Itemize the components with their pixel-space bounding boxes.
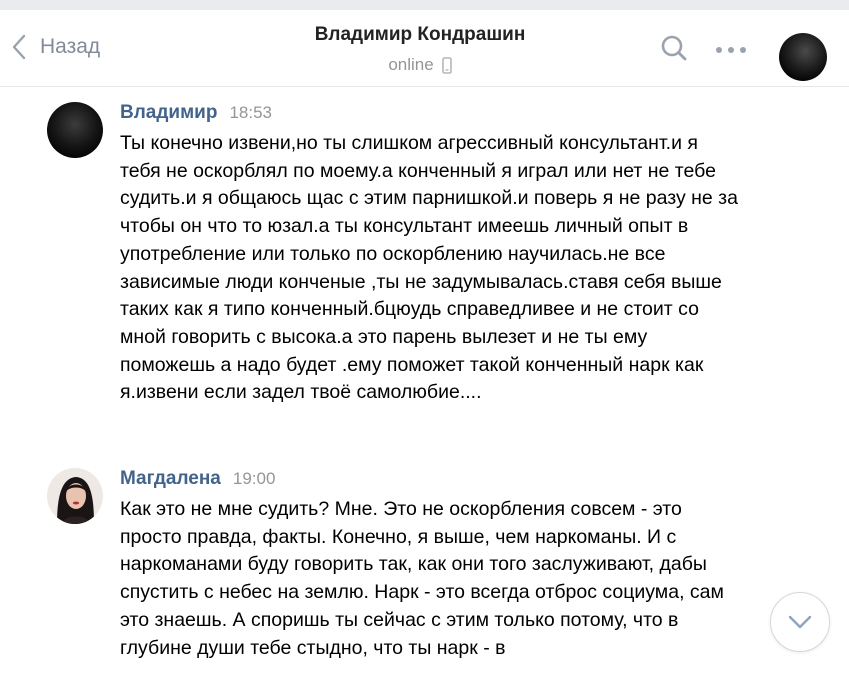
chevron-left-icon xyxy=(12,34,26,60)
scroll-down-button[interactable] xyxy=(770,592,830,652)
message-author[interactable]: Владимир xyxy=(120,102,218,123)
chevron-down-icon xyxy=(788,615,812,629)
avatar[interactable] xyxy=(47,468,103,524)
more-dots-icon xyxy=(715,45,747,55)
message-item xyxy=(47,102,767,442)
contact-avatar[interactable] xyxy=(779,33,827,81)
message-header xyxy=(120,468,275,490)
mobile-phone-icon xyxy=(442,57,452,74)
chat-title: Владимир Кондрашин xyxy=(314,24,526,45)
more-button[interactable] xyxy=(715,42,747,60)
avatar-photo xyxy=(47,468,103,524)
message-text: Ты конечно извени,но ты слишком агрессивный консультант.и я тебя не оскорблял по моему.а конченный я играл или нет не тебе судить.и я общаюсь щас с этим парнишкой.и поверь я не разу не за чтобы он что то юзал.а ты консультант имеешь личный опыт в употребление или только по оскорблению научилась.не все зависимые люди конченые ,ты не задумывалась.ставя себя выше таких как я типо конченный.бцюудь справедливее и не стоит со мной говорить с высока.а это парень вылезет и не ты ему поможешь а надо будет .ему поможет такой конченный нарк как я.извени если задел твоё самолюбие.... xyxy=(120,132,738,404)
search-button[interactable] xyxy=(660,34,688,67)
avatar[interactable] xyxy=(47,102,103,158)
search-icon xyxy=(660,34,688,62)
back-label: Назад xyxy=(40,35,101,58)
chat-title-block[interactable] xyxy=(250,24,590,75)
message-time: 18:53 xyxy=(229,103,272,122)
message-time: 19:00 xyxy=(232,469,276,488)
browser-top-strip xyxy=(0,0,849,10)
message-item xyxy=(47,468,767,678)
chat-header xyxy=(0,10,849,87)
status-text: online xyxy=(388,55,434,74)
back-button[interactable] xyxy=(12,32,100,62)
message-header xyxy=(120,102,272,124)
message-text: Как это не мне судить? Мне. Это не оскорбления совсем - это просто правда, факты. Конечно, я выше, чем наркоманы. И с наркоманами буду говорить так, как они того заслуживают, дабы спустить с небес на землю. Нарк - это всегда отброс социума, сам это знаешь. А споришь ты сейчас с этим только потому, что в глубине души тебе стыдно, что ты нарк - в xyxy=(120,498,724,659)
online-status xyxy=(250,55,590,75)
message-author[interactable]: Магдалена xyxy=(120,468,221,489)
